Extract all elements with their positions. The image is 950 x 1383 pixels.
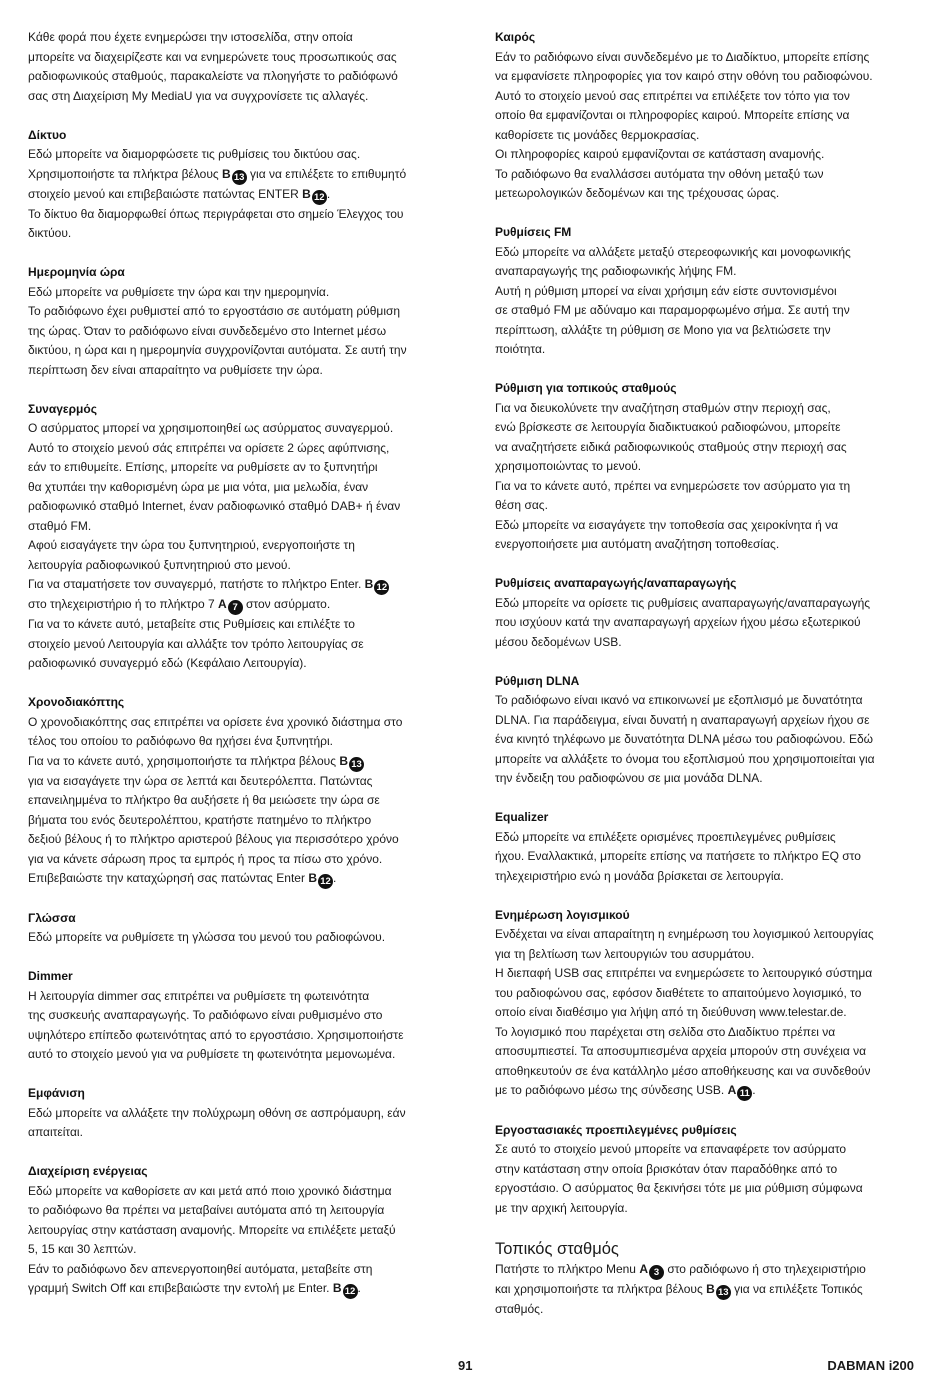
network-text: Εδώ μπορείτε να διαμορφώσετε τις ρυθμίσεις του δικτύου σας. Χρησιμοποιήστε τα πλήκτρα βέλους B 13 για να επιλέξετε το επιθυμητό στοιχείο μενού και επιβεβαιώστε πατώντας ENTER B 12 . Το δίκτυο θα διαμορφωθεί όπως περιγράφεται στο σημείο Έλεγχος του δικτύου. [28,147,407,240]
number-badge: 11 [737,1086,752,1101]
factory-reset-heading: Εργοστασιακές προεπιλεγμένες ρυθμίσεις [495,1122,737,1137]
local-station-text: Πατήστε το πλήκτρο Menu A 3 στο ραδιόφωνο ή στο τηλεχειριστήριο και χρησιμοποιήστε τα πλήκτρα βέλους B 13 για να επιλέξετε Τοπικός σταθμός. [495,1261,866,1316]
number-badge: 3 [649,1265,664,1280]
button-ref: B 13 [706,1282,731,1296]
language-section [28,909,453,948]
playback-text: Εδώ μπορείτε να ορίσετε τις ρυθμίσεις αναπαραγωγής/αναπαραγωγής που ισχύουν κατά την αναπαραγωγή αρχείων ήχου μέσω εξωτερικού μέσου δεδομένων USB. [495,595,871,649]
weather-text: Εάν το ραδιόφωνο είναι συνδεδεμένο με το Διαδίκτυο, μπορείτε επίσης να εμφανίσετε πληροφορίες για τον καιρό στην οθόνη του ραδιοφώνου. Αυτό το στοιχείο μενού σας επιτρέπει να επιλέξετε τον τόπο για τον οποίο θα εμφανίζονται οι πληροφορίες καιρού. Μπορείτε επίσης να καθορίσετε τις μονάδες θερμοκρασίας. Οι πληροφορίες καιρού εμφανίζονται σε κατάσταση αναμονής. Το ραδιόφωνο θα εναλλάσσει αυτόματα την οθόνη μεταξύ των μετεωρολογικών δεδομένων και της τρέχουσας ώρας. [495,49,873,200]
product-name: DABMAN i200 [827,1358,914,1373]
software-update-heading: Ενημέρωση λογισμικού [495,907,630,922]
language-heading: Γλώσσα [28,910,76,925]
local-stations-text: Για να διευκολύνετε την αναζήτηση σταθμών στην περιοχή σας, ενώ βρίσκεστε σε λειτουργία διαδικτυακού ραδιοφώνου, μπορείτε να αναζητήσετε ειδικά ραδιοφωνικούς σταθμούς στην περιοχή σας χρησιμοποιώντας το μενού. Για να το κάνετε αυτό, πρέπει να ενημερώσετε τον ασύρματο για τη θέση σας. Εδώ μπορείτε να εισαγάγετε την τοποθεσία σας χειροκίνητα ή να ενεργοποιήσετε μια αυτόματη αναζήτηση τοποθεσίας. [495,400,851,551]
weather-section [495,28,915,204]
right-column [495,28,915,1339]
fm-text: Εδώ μπορείτε να αλλάξετε μεταξύ στερεοφωνικής και μονοφωνικής αναπαραγωγής της ραδιοφωνικής λήψης FM. Αυτή η ρύθμιση μπορεί να είναι χρήσιμη εάν είστε συντονισμένοι σε σταθμό FM με αδύναμο και παραμορφωμένο σήμα. Σε αυτή την περίπτωση, αλλάξτε τη ρύθμιση σε Mono για να βελτιώσετε την ποιότητα. [495,244,851,356]
local-station-heading: Τοπικός σταθμός [495,1239,619,1258]
button-ref: B 12 [333,1281,358,1295]
network-section [28,126,453,244]
button-ref: B 12 [308,871,333,885]
playback-section [495,574,915,652]
number-badge: 13 [232,170,247,185]
timer-text: Ο χρονοδιακόπτης σας επιτρέπει να ορίσετε ένα χρονικό διάστημα στο τέλος του οποίου το ραδιόφωνο θα ηχήσει ένα ξυπνητήρι. Για να το κάνετε αυτό, χρησιμοποιήστε τα πλήκτρα βέλους B 13 για να εισαγάγετε την ώρα σε λεπτά και δευτερόλεπτα. Πατώντας επανειλημμένα το πλήκτρο θα αυξήσετε ή θα μειώσετε την ώρα σε βήματα του ενός δευτερολέπτου, κρατήστε πατημένο το πλήκτρο δεξιού βέλους ή το πλήκτρο αριστερού βέλους για περισσότερο χρόνο για να κάνετε σάρωση προς τα εμπρός ή προς τα πίσω στο χρόνο. Επιβεβαιώστε την καταχώρησή σας πατώντας Enter B 12 . [28,714,403,887]
factory-reset-section [495,1121,915,1219]
timer-section [28,693,453,889]
number-badge: 12 [312,190,327,205]
button-ref: A 3 [639,1262,664,1276]
fm-section [495,223,915,360]
local-station-section [495,1238,915,1320]
display-section [28,1084,453,1143]
weather-heading: Καιρός [495,30,536,44]
left-column [28,28,453,1319]
button-ref: B 12 [365,577,390,591]
fm-heading: Ρυθμίσεις FM [495,225,572,239]
number-badge: 12 [318,874,333,889]
dimmer-text: Η λειτουργία dimmer σας επιτρέπει να ρυθμίσετε τη φωτεινότητα της συσκευής αναπαραγωγής. Το ραδιόφωνο είναι ρυθμισμένο στο υψηλότερο επίπεδο φωτεινότητας από το εργοστάσιο. Χρησιμοποιήστε αυτό το στοιχείο μενού για να ρυθμίσετε τη φωτεινότητα μεμονωμένα. [28,988,404,1061]
dimmer-heading: Dimmer [28,969,73,983]
dimmer-section [28,967,453,1065]
equalizer-text: Εδώ μπορείτε να επιλέξετε ορισμένες προεπιλεγμένες ρυθμίσεις ήχου. Εναλλακτικά, μπορείτε επίσης να πατήσετε το πλήκτρο EQ στο τηλεχειριστήριο ενώ η μονάδα βρίσκεται σε λειτουργία. [495,829,861,883]
software-update-text: Ενδέχεται να είναι απαραίτητη η ενημέρωση του λογισμικού λειτουργίας για τη βελτίωση των λειτουργιών του ασυρμάτου. Η διεπαφή USB σας επιτρέπει να ενημερώσετε το λειτουργικό σύστημα του ραδιοφώνου σας, εφόσον διαθέτετε το απαιτούμενο λογισμικό, το οποίο είναι διαθέσιμο για λήψη από τη διεύθυνση www.telestar.de. Το λογισμικό που παρέχεται στη σελίδα στο Διαδίκτυο πρέπει να αποσυμπιεστεί. Τα αποσυμπιεσμένα αρχεία μπορούν στη συνέχεια να αποθηκευτούν σε ένα κατάλληλο μέσο αποθήκευσης και να συνδεθούν με το ραδιόφωνο μέσω της σύνδεσης USB. A 11 . [495,927,874,1099]
alarm-text: Ο ασύρματος μπορεί να χρησιμοποιηθεί ως ασύρματος συναγερμού. Αυτό το στοιχείο μενού σάς επιτρέπει να ορίσετε 2 ώρες αφύπνισης, εάν το επιθυμείτε. Επίσης, μπορείτε να ρυθμίσετε αν το ξυπνητήρι θα χτυπάει την καθορισμένη ώρα με μια νότα, μια μελωδία, έναν ραδιοφωνικό σταθμό Internet, έναν ραδιοφωνικό σταθμό DAB+ ή έναν σταθμό FM. Αφού εισαγάγετε την ώρα του ξυπνητηριού, ενεργοποιήστε τη λειτουργία ραδιοφωνικού ξυπνητηριού στο μενού. Για να σταματήσετε τον συναγερμό, πατήστε το πλήκτρο Enter. B 12 στο τηλεχειριστήριο ή το πλήκτρο 7 A 7 στον ασύρματο. Για να το κάνετε αυτό, μεταβείτε στις Ρυθμίσεις και επιλέξτε το στοιχείο μενού Λειτουργία και αλλάξτε τον τρόπο λειτουργίας σε ραδιοφωνικό συναγερμό εδώ (Κεφάλαιο Λειτουργία). [28,421,401,670]
software-update-section [495,906,915,1102]
number-badge: 7 [228,600,243,615]
number-badge: 13 [716,1285,731,1300]
local-stations-section [495,379,915,555]
power-text: Εδώ μπορείτε να καθορίσετε αν και μετά από ποιο χρονικό διάστημα το ραδιόφωνο θα πρέπει να μεταβαίνει αυτόματα από τη λειτουργία λειτουργίας στην κατάσταση αναμονής. Μπορείτε να επιλέξετε μεταξύ 5, 15 και 30 λεπτών. Εάν το ραδιόφωνο δεν απενεργοποιηθεί αυτόματα, μεταβείτε στη γραμμή Switch Off και επιβεβαιώστε την εντολή με Enter. B 12 . [28,1183,396,1297]
display-text: Εδώ μπορείτε να αλλάξετε την πολύχρωμη οθόνη σε ασπρόμαυρη, εάν απαιτείται. [28,1105,406,1139]
display-heading: Εμφάνιση [28,1086,85,1100]
intro-text: Κάθε φορά που έχετε ενημερώσει την ιστοσελίδα, στην οποία μπορείτε να διαχειρίζεστε και να ενημερώνετε τους προσωπικούς σας ραδιοφωνικούς σταθμούς, παρακαλείστε να πλοηγήστε το ραδιόφωνό σας στη Διαχείριση My MediaU για να συγχρονίσετε τις αλλαγές. [28,30,398,103]
number-badge: 12 [343,1284,358,1299]
playback-heading: Ρυθμίσεις αναπαραγωγής/αναπαραγωγής [495,576,737,590]
equalizer-section [495,808,915,886]
datetime-text: Εδώ μπορείτε να ρυθμίσετε την ώρα και την ημερομηνία. Το ραδιόφωνο έχει ρυθμιστεί από το εργοστάσιο σε αυτόματη ρύθμιση της ώρας. Όταν το ραδιόφωνο είναι συνδεδεμένο στο Internet μέσω δικτύου, η ώρα και η ημερομηνία συγχρονίζονται αυτόματα. Σε αυτή την περίπτωση δεν είναι απαραίτητο να ρυθμίσετε την ώρα. [28,284,407,377]
local-stations-heading: Ρύθμιση για τοπικούς σταθμούς [495,381,677,395]
power-section [28,1162,453,1299]
button-ref: A 11 [728,1083,753,1097]
alarm-heading: Συναγερμός [28,401,97,416]
button-ref: B 13 [339,754,364,768]
language-text: Εδώ μπορείτε να ρυθμίσετε τη γλώσσα του μενού του ραδιοφώνου. [28,930,386,944]
power-heading: Διαχείριση ενέργειας [28,1164,148,1178]
button-ref: B 12 [302,187,327,201]
dlna-text: Το ραδιόφωνο είναι ικανό να επικοινωνεί με εξοπλισμό με δυνατότητα DLNA. Για παράδειγμα, είναι δυνατή η αναπαραγωγή αρχείων ήχου σε ένα κινητό τηλέφωνο με δυνατότητα DLNA μέσω του ραδιοφώνου. Εδώ μπορείτε να αλλάξετε το όνομα του εξοπλισμού που χρησιμοποιείται για την ένδειξη του ραδιοφώνου σε μια μονάδα DLNA. [495,693,875,785]
datetime-section [28,263,453,380]
button-ref: B 13 [222,167,247,181]
button-ref: A 7 [218,597,243,611]
page-number: 91 [458,1358,473,1373]
datetime-heading: Ημερομηνία ώρα [28,265,125,279]
equalizer-heading: Equalizer [495,810,549,824]
intro-section [28,28,453,106]
timer-heading: Χρονοδιακόπτης [28,695,125,709]
factory-reset-text: Σε αυτό το στοιχείο μενού μπορείτε να επαναφέρετε τον ασύρματο στην κατάσταση στην οποία βρισκόταν όταν παραδόθηκε από το εργοστάσιο. Ο ασύρματος θα ξεκινήσει τότε με μια ρύθμιση σύμφωνα με την αρχική λειτουργία. [495,1142,863,1215]
dlna-heading: Ρύθμιση DLNA [495,673,580,688]
number-badge: 12 [374,580,389,595]
dlna-section [495,672,915,789]
alarm-section [28,400,453,674]
number-badge: 13 [349,757,364,772]
network-heading: Δίκτυο [28,127,67,142]
